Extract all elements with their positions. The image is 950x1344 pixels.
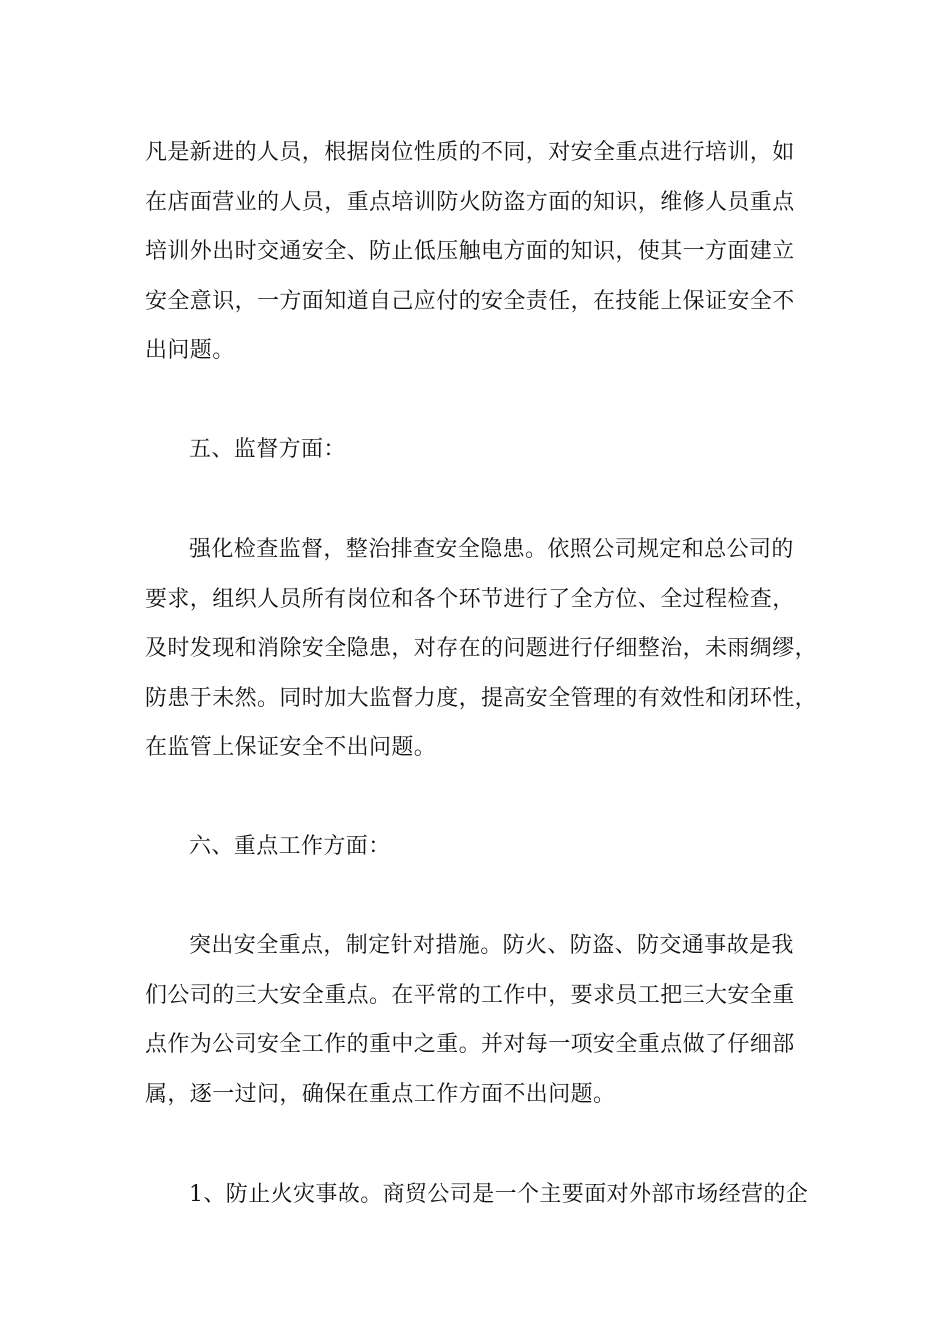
- heading-text: 六、重点工作方面：: [189, 834, 391, 859]
- paragraph-training: [145, 128, 810, 376]
- paragraph-line: 在店面营业的人员，重点培训防火防盗方面的知识，维修人员重点: [145, 189, 795, 215]
- paragraph-line: 突出安全重点，制定针对措施。防火、防盗、防交通事故是我: [189, 933, 794, 958]
- paragraph-supervision: [145, 525, 818, 773]
- paragraph-line: 1、防止火灾事故。商贸公司是一个主要面对外部市场经营的企: [189, 1182, 809, 1207]
- paragraph-line: 防患于未然。同时加大监督力度，提高安全管理的有效性和闭环性，: [145, 685, 818, 711]
- paragraph-line: 凡是新进的人员，根据岗位性质的不同，对安全重点进行培训，如: [145, 140, 795, 165]
- paragraph-line: 点作为公司安全工作的重中之重。并对每一项安全重点做了仔细部: [145, 1032, 795, 1057]
- paragraph-fire-prevention: [145, 1170, 810, 1220]
- paragraph-line: 及时发现和消除安全隐患，对存在的问题进行仔细整治，未雨绸缪，: [145, 636, 818, 661]
- paragraph-line: 在监管上保证安全不出问题。: [145, 735, 437, 760]
- paragraph-line: 强化检查监督，整治排查安全隐患。依照公司规定和总公司的: [189, 537, 794, 562]
- paragraph-line: 出问题。: [145, 338, 235, 363]
- paragraph-line: 属，逐一过问，确保在重点工作方面不出问题。: [145, 1081, 616, 1107]
- section-heading-key-work: [145, 822, 810, 872]
- paragraph-key-work: [145, 921, 810, 1119]
- paragraph-line: 安全意识，一方面知道自己应付的安全责任，在技能上保证安全不: [145, 288, 795, 314]
- paragraph-line: 培训外出时交通安全、防止低压触电方面的知识，使其一方面建立: [145, 239, 795, 264]
- paragraph-line: 们公司的三大安全重点。在平常的工作中，要求员工把三大安全重: [145, 982, 795, 1008]
- section-heading-supervision: [145, 425, 810, 475]
- paragraph-line: 要求，组织人员所有岗位和各个环节进行了全方位、全过程检查，: [145, 586, 795, 612]
- heading-text: 五、监督方面：: [189, 437, 346, 462]
